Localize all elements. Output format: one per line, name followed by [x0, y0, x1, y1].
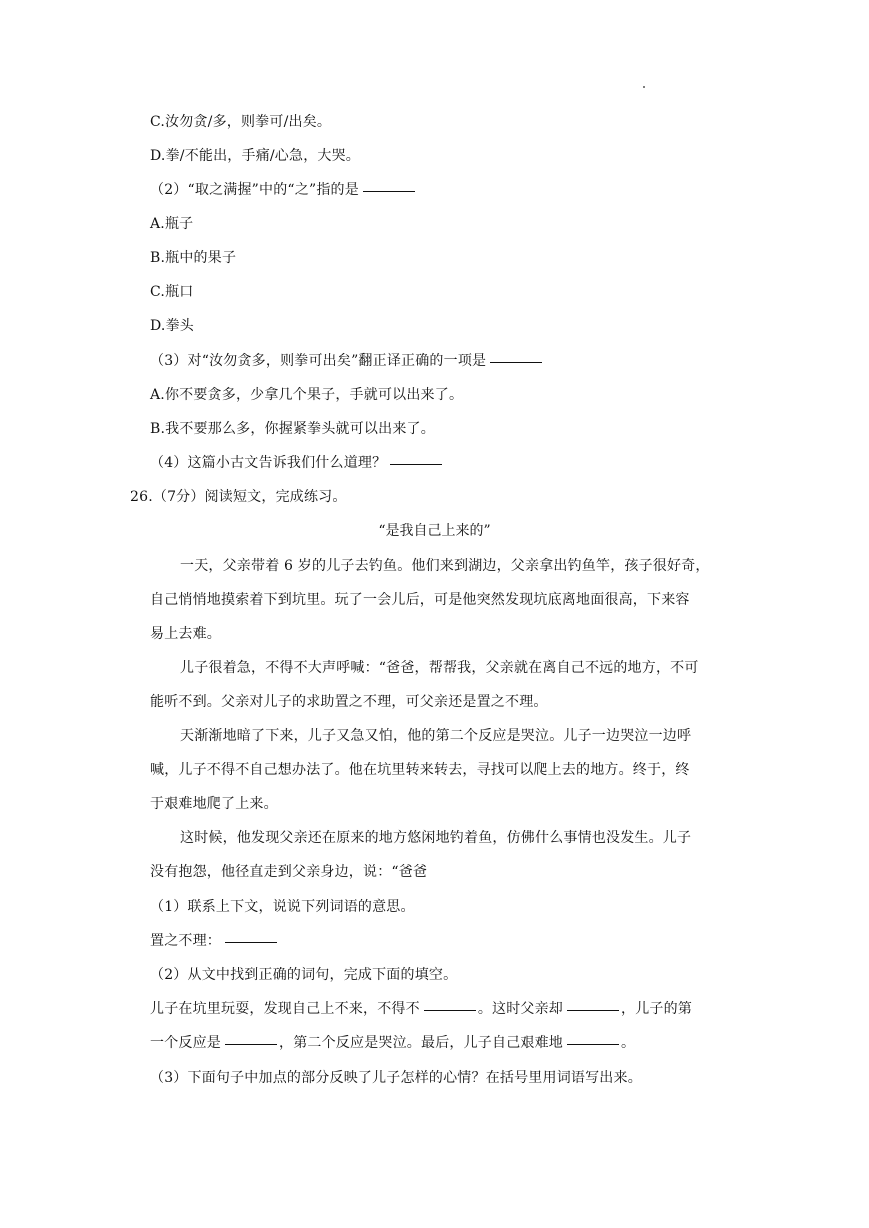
q25-sub2	[150, 180, 417, 200]
q25-sub2-text: （2）“取之满握”中的“之”指的是	[150, 182, 359, 198]
passage-p2-line1: 儿子很着急，不得不大声呼喊：“爸爸，帮帮我，父亲就在离自己不远的地方，不可	[180, 660, 699, 676]
fill-text: ，儿子的第	[621, 1001, 693, 1017]
q25-sub2-option-c: C.瓶口	[150, 284, 194, 300]
passage-p3-line3: 于艰难地爬了上来。	[150, 796, 278, 812]
passage-p3-line2: 喊，儿子不得不自己想办法了。他在坑里转来转去，寻找可以爬上去的地方。终于，终	[150, 762, 690, 778]
answer-blank[interactable]	[363, 190, 415, 192]
q25-sub3-option-b: B.我不要那么多，你握紧拳头就可以出来了。	[150, 421, 435, 437]
fill-text: 。这时父亲却	[477, 1001, 564, 1017]
q26-sub2-fill-line1	[150, 999, 692, 1019]
passage-p4-line2: 没有抱怨，他径直走到父亲身边，说：“爸爸	[150, 864, 428, 880]
passage-p3-line1: 天渐渐地暗了下来，儿子又急又怕，他的第二个反应是哭泣。儿子一边哭泣一边呼	[180, 728, 692, 744]
q25-option-c: C.汝勿贪/多，则拳可/出矣。	[150, 114, 332, 130]
q26-sub2-fill-line2	[150, 1033, 635, 1053]
passage-p4-line1: 这时候，他发现父亲还在原来的地方悠闲地钓着鱼，仿佛什么事情也没发生。儿子	[180, 830, 692, 846]
q26-sub1-word	[150, 931, 279, 951]
passage-p1-line2: 自己悄悄地摸索着下到坑里。玩了一会儿后，可是他突然发现坑底离地面很高，下来容	[150, 592, 690, 608]
q25-sub2-option-d: D.拳头	[150, 318, 194, 334]
passage-p1-line1: 一天，父亲带着 6 岁的儿子去钓鱼。他们来到湖边，父亲拿出钓鱼竿，孩子很好奇，	[180, 558, 710, 574]
q25-sub2-option-a: A.瓶子	[150, 216, 194, 232]
answer-blank[interactable]	[567, 1009, 619, 1011]
q25-sub3-option-a: A.你不要贪多，少拿几个果子，手就可以出来了。	[150, 387, 464, 403]
q25-sub3-text: （3）对“汝勿贪多，则拳可出矣”翻正译正确的一项是	[150, 353, 487, 369]
passage-p1-line3: 易上去难。	[150, 626, 221, 642]
scan-dot	[643, 86, 645, 88]
answer-blank[interactable]	[225, 1043, 277, 1045]
q25-option-d: D.拳/不能出，手痛/心急，大哭。	[150, 148, 361, 164]
answer-blank[interactable]	[225, 941, 277, 943]
q26-sub2: （2）从文中找到正确的词句，完成下面的填空。	[150, 967, 458, 983]
answer-blank[interactable]	[490, 361, 542, 363]
q25-sub2-option-b: B.瓶中的果子	[150, 250, 237, 266]
q26-sub3: （3）下面句子中加点的部分反映了儿子怎样的心情？在括号里用词语写出来。	[150, 1070, 642, 1086]
answer-blank[interactable]	[424, 1009, 476, 1011]
passage-title: “是我自己上来的”	[378, 523, 491, 539]
fill-text: 一个反应是	[150, 1035, 221, 1051]
answer-blank[interactable]	[567, 1043, 619, 1045]
q26-sub1-word-text: 置之不理：	[150, 933, 221, 949]
answer-blank[interactable]	[390, 463, 442, 465]
fill-text: 儿子在坑里玩耍，发现自己上不来，不得不	[150, 1001, 420, 1017]
q26-sub1: （1）联系上下文，说说下列词语的意思。	[150, 899, 415, 915]
q25-sub3	[150, 351, 544, 371]
q25-sub4	[150, 453, 444, 473]
q26-header: 26.（7分）阅读短文，完成练习。	[130, 489, 347, 505]
fill-text: 。	[621, 1035, 636, 1051]
q25-sub4-text: （4）这篇小古文告诉我们什么道理？	[150, 455, 387, 471]
fill-text: ，第二个反应是哭泣。最后，儿子自己艰难地	[279, 1035, 563, 1051]
passage-p2-line2: 能听不到。父亲对儿子的求助置之不理，可父亲还是置之不理。	[150, 694, 548, 710]
